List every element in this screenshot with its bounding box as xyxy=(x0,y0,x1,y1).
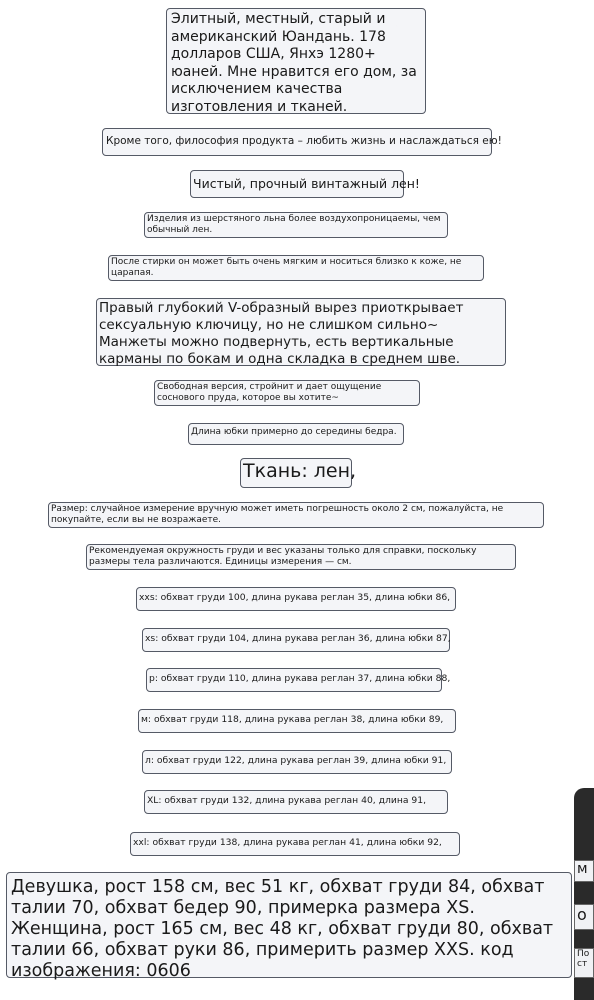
size-row-s: p: обхват груди 110, длина рукава реглан 37, длина юбки 88, xyxy=(146,668,442,692)
fabric-heading: Ткань: лен, xyxy=(240,458,352,488)
model-note: Девушка, рост 158 см, вес 51 кг, обхват груди 84, обхват талии 70, обхват бедер 90, примерка размера XS. Женщина, рост 165 см, вес 48 кг, обхват груди 80, обхват талии 66, обхват руки 86, примерить размер XXS. код изображения: 0606 xyxy=(6,872,572,978)
size-row-xs: xs: обхват груди 104, длина рукава реглан 36, длина юбки 87, xyxy=(142,628,450,652)
side-card-2: о xyxy=(574,904,594,930)
linen-block: Чистый, прочный винтажный лен! xyxy=(190,170,404,198)
philosophy-block: Кроме того, философия продукта – любить жизнь и наслаждаться ею! xyxy=(102,128,492,156)
intro-block: Элитный, местный, старый и американский Юандань. 178 долларов США, Янхэ 1280+ юаней. Мне нравится его дом, за исключением качества изготовления и тканей. xyxy=(166,8,426,114)
size-row-l: л: обхват груди 122, длина рукава реглан 39, длина юбки 91, xyxy=(142,750,452,774)
size-row-xxl: xxl: обхват груди 138, длина рукава реглан 41, длина юбки 92, xyxy=(130,832,460,856)
washing-block: После стирки он может быть очень мягким и носиться близко к коже, не царапая. xyxy=(108,255,484,281)
wool-linen-block: Изделия из шерстяного льна более воздухопроницаемы, чем обычный лен. xyxy=(144,212,448,238)
skirt-length-block: Длина юбки примерно до середины бедра. xyxy=(188,423,404,445)
size-row-xxs: xxs: обхват груди 100, длина рукава реглан 35, длина юбки 86, xyxy=(136,587,456,611)
side-card-1: м xyxy=(574,860,594,882)
neckline-block: Правый глубокий V-образный вырез приоткрывает сексуальную ключицу, но не слишком сильно~ Манжеты можно подвернуть, есть вертикальные карманы по бокам и одна складка в среднем шве. xyxy=(96,298,506,366)
reference-note: Рекомендуемая окружность груди и вес указаны только для справки, поскольку размеры тела различаются. Единицы измерения — см. xyxy=(86,544,516,570)
side-card-3: По ст xyxy=(574,948,594,978)
size-row-m: м: обхват груди 118, длина рукава реглан 38, длина юбки 89, xyxy=(138,709,456,733)
size-row-xl: XL: обхват груди 132, длина рукава реглан 40, длина 91, xyxy=(144,790,448,814)
loose-fit-block: Свободная версия, стройнит и дает ощущение соснового пруда, которое вы хотите~ xyxy=(154,380,420,406)
measurement-note: Размер: случайное измерение вручную может иметь погрешность около 2 см, пожалуйста, не покупайте, если вы не возражаете. xyxy=(48,502,544,528)
